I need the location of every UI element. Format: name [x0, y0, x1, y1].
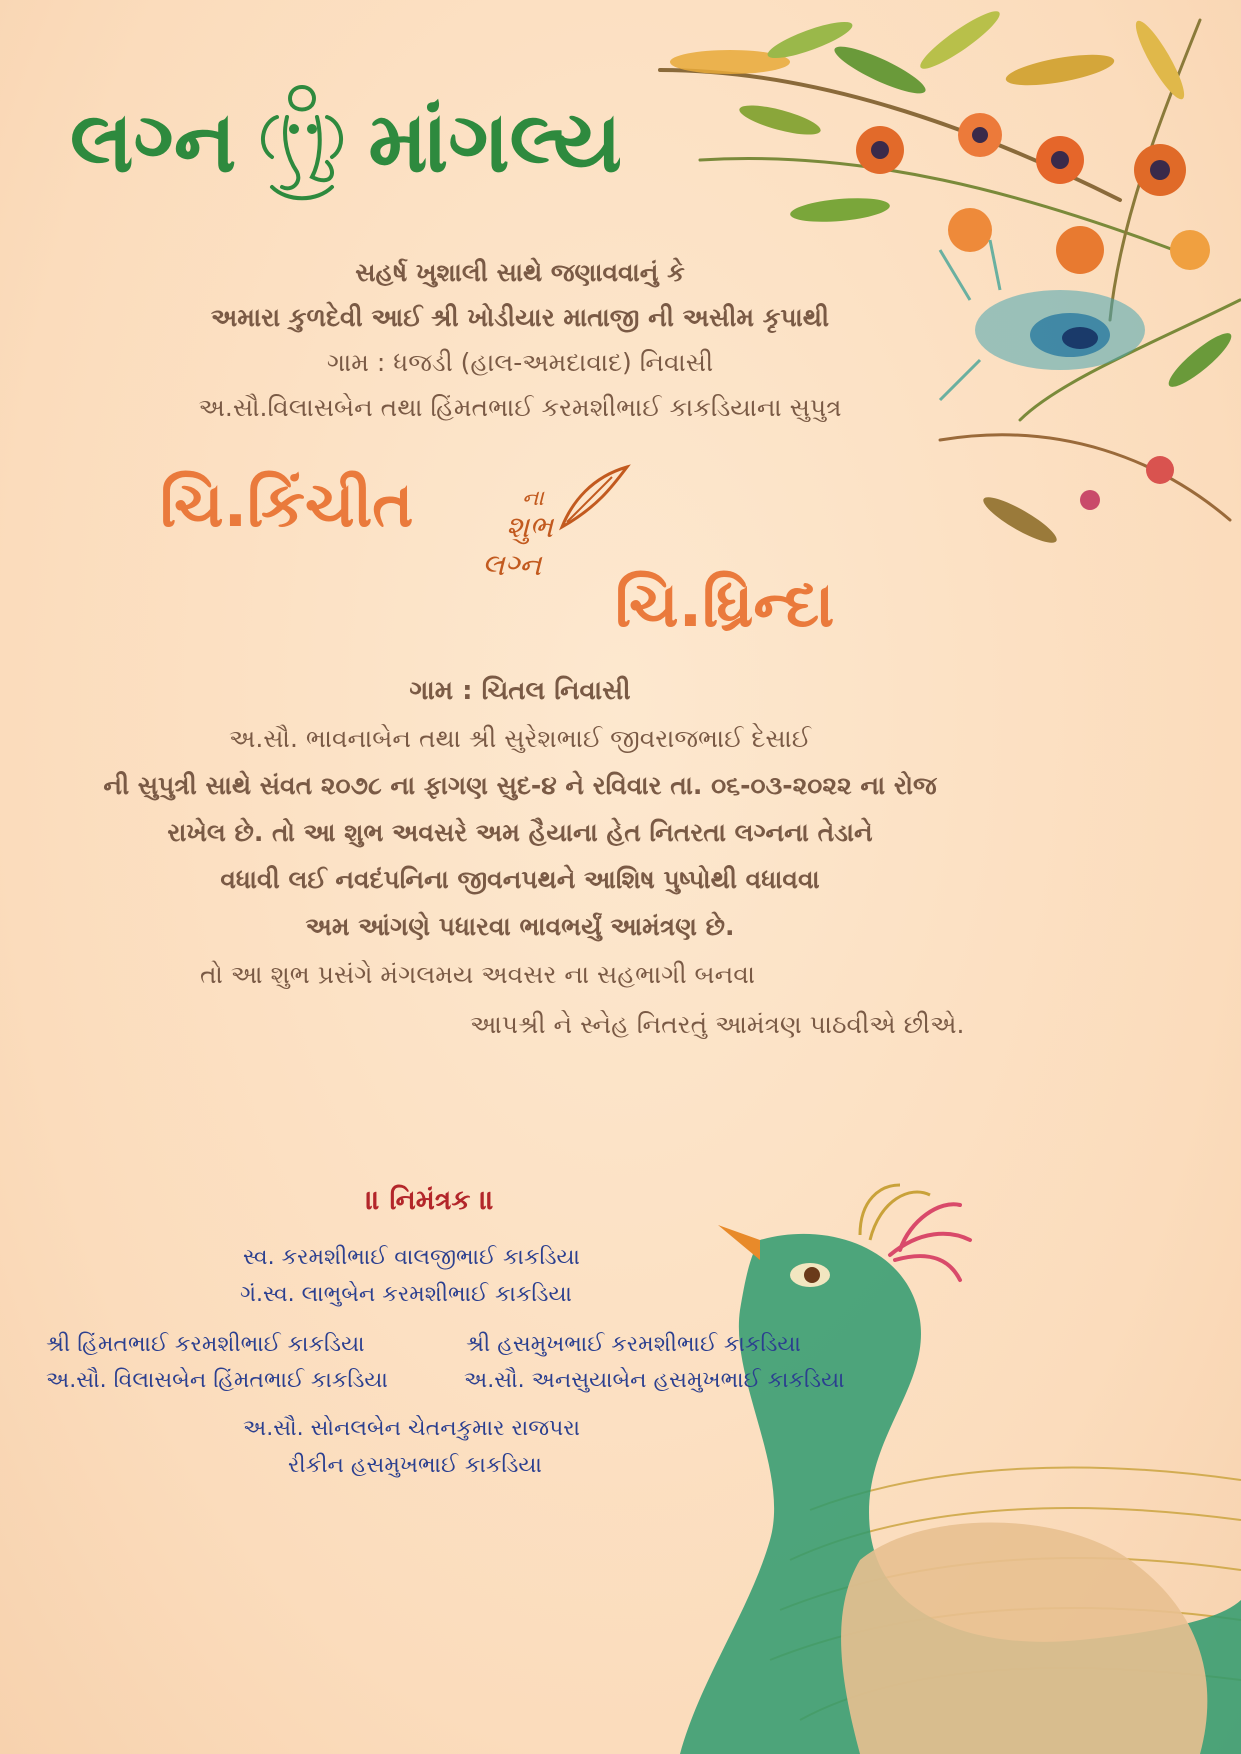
- intro-block: [20, 250, 1020, 430]
- nimantrak-heading: ॥ નિમંત્રક ॥: [365, 1185, 495, 1216]
- shubh-lagna-emblem: [482, 470, 632, 600]
- details-line-3: ની સુપુત્રી સાથે સંવત ૨૦૭૮ ના ફાગણ સુદ-૪ ને રવિવાર તા. ૦૬-૦૩-૨૦૨૨ ના રોજ: [103, 771, 937, 800]
- closing-line-1: તો આ શુભ પ્રસંગે મંગલમય અવસર ના સહભાગી બનવા: [200, 960, 755, 989]
- shubh-word-2: શુભ: [506, 510, 554, 545]
- title-logo: [70, 72, 630, 212]
- details-line-5: વધાવી લઈ નવદંપનિના જીવનપથને આશિષ પુષ્પોથી વધાવવા: [220, 865, 820, 894]
- inviter-name: શ્રી હસમુખભાઈ કરમશીભાઈ કાકડિયા: [466, 1332, 801, 1357]
- intro-line-3: ગામ : ધજડી (હાલ-અમદાવાદ) નિવાસી: [326, 348, 714, 377]
- inviter-name: રીકીન હસમુખભાઈ કાકડિયા: [288, 1453, 542, 1478]
- title-left: લગ્ન: [70, 93, 237, 191]
- shubh-word-1: ના: [522, 486, 544, 511]
- intro-line-1: સહર્ષ ખુશાલી સાથે જણાવવાનું કે: [355, 258, 685, 287]
- inviter-name: અ.સૌ. વિલાસબેન હિંમતભાઈ કાકડિયા: [46, 1368, 388, 1393]
- closing-line-2: આપશ્રી ને સ્નેહ નિતરતું આમંત્રણ પાઠવીએ છીએ.: [470, 1010, 965, 1039]
- details-line-2: અ.સૌ. ભાવનાબેન તથા શ્રી સુરેશભાઈ જીવરાજભાઈ દેસાઈ: [228, 724, 812, 753]
- peacock-illustration: [660, 1180, 1241, 1754]
- ganesha-icon: [242, 77, 362, 207]
- details-line-1: ગામ : ચિતલ નિવાસી: [409, 676, 631, 706]
- details-line-4: રાખેલ છે. તો આ શુભ અવસરે અમ હૈયાના હેત નિતરતા લગ્નના તેડાને: [167, 818, 873, 847]
- inviter-name: ગં.સ્વ. લાભુબેન કરમશીભાઈ કાકડિયા: [240, 1282, 572, 1307]
- quill-feather-icon: [552, 462, 632, 536]
- inviter-name: શ્રી હિંમતભાઈ કરમશીભાઈ કાકડિયા: [46, 1332, 365, 1357]
- details-line-6: અમ આંગણે પધારવા ભાવભર્યું આમંત્રણ છે.: [305, 912, 735, 941]
- intro-line-4: અ.સૌ.વિલાસબેન તથા હિંમતભાઈ કરમશીભાઈ કાકડિયાના સુપુત્ર: [198, 393, 842, 422]
- inviter-name: અ.સૌ. સોનલબેન ચેતનકુમાર રાજપરા: [243, 1416, 581, 1441]
- shubh-word-3: લગ્ન: [482, 548, 542, 583]
- intro-line-2: અમારા કુળદેવી આઈ શ્રી ખોડીયાર માતાજી ની અસીમ કૃપાથી: [210, 303, 830, 332]
- inviter-name: સ્વ. કરમશીભાઈ વાલજીભાઈ કાકડિયા: [243, 1245, 580, 1270]
- inviter-name: અ.સૌ. અનસુયાબેન હસમુખભાઈ કાકડિયા: [464, 1368, 845, 1393]
- title-right: માંગલ્ય: [368, 93, 623, 191]
- details-block: [20, 668, 1020, 950]
- groom-name: ચિ.કિંચીત: [160, 468, 414, 541]
- bride-name: ચિ.ધ્રિન્દા: [615, 568, 835, 641]
